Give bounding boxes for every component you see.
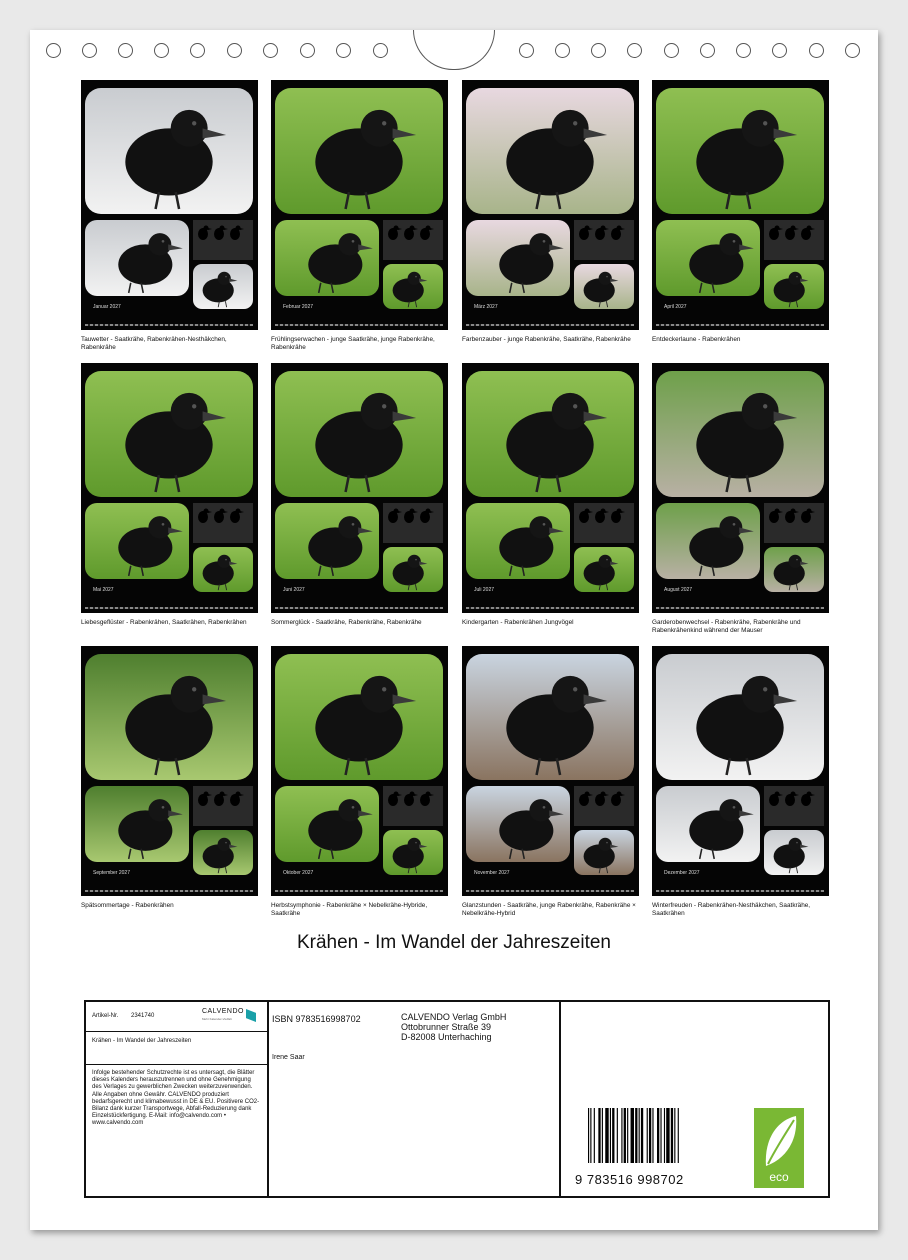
legal-text: Infolge bestehender Schutzrechte ist es untersagt, die Blätter dieses Kalenders herauszutrennen und ohne Genehmigung des Verlages zu gewerblichen Zwecken weiterzuverwenden. Alle Angaben ohne Gewähr. CALVENDO produziert bedarfsgerecht und klimabewusst in DE & EU. Positivere CO2-Bilanz dank kurzer Transportwege, Abfall-Reduzierung dank Einzelstückfertigung. E-Mail: info@calvendo.com • www.calvendo.com	[92, 1070, 260, 1127]
footer-left-column	[86, 1002, 269, 1196]
date-strip	[466, 890, 634, 892]
small-photo	[574, 264, 634, 309]
month-caption: Winterfreuden - Rabenkrähen-Nesthäkchen, Saatkrähe, Saatkrähen	[652, 902, 811, 917]
month-preview-8	[652, 363, 829, 634]
calendar-back-page	[30, 30, 878, 1230]
main-photo	[656, 88, 824, 214]
date-strip	[85, 607, 253, 609]
month-panel	[81, 363, 258, 613]
binding-hole	[736, 43, 751, 58]
month-label: April 2027	[664, 304, 687, 310]
month-panel	[462, 80, 639, 330]
month-caption: Glanzstunden - Saatkrähe, junge Rabenkrähe, Rabenkrähe × Nebelkrähe-Hybrid	[462, 902, 636, 917]
main-photo	[275, 654, 443, 780]
main-photo	[275, 371, 443, 497]
date-strip	[466, 324, 634, 326]
small-photo	[764, 547, 824, 592]
small-photo	[764, 264, 824, 309]
binding-hole	[700, 43, 715, 58]
crow-silhouette-icon	[574, 503, 634, 543]
date-strip	[656, 324, 824, 326]
info-footer	[84, 1000, 830, 1198]
article-label: Artikel-Nr.	[92, 1013, 119, 1019]
month-label: Dezember 2027	[664, 870, 700, 876]
small-photo	[85, 503, 189, 579]
month-preview-12	[652, 646, 829, 917]
main-photo	[275, 88, 443, 214]
binding-hole	[154, 43, 169, 58]
calvendo-logo: CALVENDO	[202, 1008, 244, 1015]
main-photo	[85, 88, 253, 214]
month-preview-9	[81, 646, 258, 910]
small-photo	[85, 220, 189, 296]
month-panel	[652, 80, 829, 330]
month-label: Februar 2027	[283, 304, 314, 310]
crow-silhouette-icon	[574, 786, 634, 826]
month-preview-10	[271, 646, 448, 917]
month-preview-7	[462, 363, 639, 627]
small-photo	[574, 830, 634, 875]
month-caption: Entdeckerlaune - Rabenkrähen	[652, 336, 741, 343]
footer-right-column	[561, 1002, 828, 1196]
binding-hole	[263, 43, 278, 58]
small-photo	[764, 830, 824, 875]
publisher-line: CALVENDO Verlag GmbH	[401, 1012, 507, 1022]
date-strip	[275, 607, 443, 609]
small-photo	[656, 786, 760, 862]
publisher-line: Ottobrunner Straße 39	[401, 1022, 492, 1032]
main-photo	[85, 654, 253, 780]
date-strip	[656, 607, 824, 609]
binding-hole	[46, 43, 61, 58]
binding-hole	[627, 43, 642, 58]
binding-hole	[118, 43, 133, 58]
month-label: August 2027	[664, 587, 693, 593]
month-panel	[81, 646, 258, 896]
crow-silhouette-icon	[193, 220, 253, 260]
month-panel	[652, 363, 829, 613]
month-panel	[462, 646, 639, 896]
author: Irene Saar	[272, 1054, 305, 1061]
article-number: 2341740	[131, 1013, 155, 1019]
month-panel	[462, 363, 639, 613]
binding-hole	[845, 43, 860, 58]
barcode	[588, 1108, 713, 1163]
small-photo	[656, 220, 760, 296]
month-caption: Garderobenwechsel - Rabenkrähe, Rabenkrähe und Rabenkrähenkind während der Mauser	[652, 619, 801, 634]
month-preview-3	[462, 80, 639, 344]
binding-hole	[336, 43, 351, 58]
month-panel	[271, 646, 448, 896]
date-strip	[275, 890, 443, 892]
month-preview-1	[81, 80, 258, 351]
main-photo	[85, 371, 253, 497]
month-preview-11	[462, 646, 639, 917]
month-caption: Herbstsymphonie - Rabenkrähe × Nebelkrähe-Hybride, Saatkrähe	[271, 902, 428, 917]
crow-silhouette-icon	[574, 220, 634, 260]
barcode-number: 9 783516 998702	[575, 1172, 684, 1187]
binding-hole	[772, 43, 787, 58]
eco-badge	[754, 1108, 804, 1188]
small-photo	[383, 264, 443, 309]
date-strip	[85, 890, 253, 892]
binding-hole	[591, 43, 606, 58]
month-panel	[81, 80, 258, 330]
month-label: September 2027	[93, 870, 130, 876]
publisher-address	[401, 1012, 506, 1042]
binding-hole	[373, 43, 388, 58]
small-photo	[193, 547, 253, 592]
month-label: Juli 2027	[474, 587, 495, 593]
month-label: Juni 2027	[283, 587, 305, 593]
footer-title: Krähen - Im Wandel der Jahreszeiten	[92, 1038, 192, 1044]
crow-silhouette-icon	[383, 786, 443, 826]
month-panel	[271, 363, 448, 613]
small-photo	[193, 830, 253, 875]
binding-hole	[555, 43, 570, 58]
calvendo-tagline: Mehr Kalender-Vielfalt	[202, 1017, 232, 1021]
small-photo	[466, 786, 570, 862]
crow-silhouette-icon	[764, 220, 824, 260]
main-photo	[656, 654, 824, 780]
main-photo	[656, 371, 824, 497]
calendar-title: Krähen - Im Wandel der Jahreszeiten	[296, 932, 611, 953]
main-photo	[466, 654, 634, 780]
date-strip	[466, 607, 634, 609]
small-photo	[383, 830, 443, 875]
crow-silhouette-icon	[193, 503, 253, 543]
main-photo	[466, 88, 634, 214]
month-caption: Spätsommertage - Rabenkrähen	[81, 902, 174, 909]
month-label: Oktober 2027	[283, 870, 314, 876]
month-preview-4	[652, 80, 829, 344]
month-preview-5	[81, 363, 258, 627]
month-caption: Liebesgeflüster - Rabenkrähen, Saatkrähen, Rabenkrähen	[81, 619, 247, 626]
month-label: Januar 2027	[93, 304, 121, 310]
footer-title-row	[86, 1031, 267, 1065]
crow-silhouette-icon	[764, 786, 824, 826]
month-panel	[271, 80, 448, 330]
crow-silhouette-icon	[764, 503, 824, 543]
date-strip	[85, 324, 253, 326]
month-preview-6	[271, 363, 448, 627]
small-photo	[466, 220, 570, 296]
month-caption: Kindergarten - Rabenkrähen Jungvögel	[462, 619, 574, 626]
month-caption: Sommerglück - Saatkrähe, Rabenkrähe, Rabenkrähe	[271, 619, 422, 626]
crow-silhouette-icon	[193, 786, 253, 826]
month-label: März 2027	[474, 304, 498, 310]
isbn: ISBN 9783516998702	[272, 1014, 361, 1024]
month-caption: Tauwetter - Saatkrähe, Rabenkrähen-Nesthäkchen, Rabenkrähe	[81, 336, 227, 351]
month-caption: Frühlingserwachen - junge Saatkrähe, junge Rabenkrähe, Rabenkrähe	[271, 336, 435, 351]
binding-hole	[519, 43, 534, 58]
month-caption: Farbenzauber - junge Rabenkrähe, Saatkrähe, Rabenkrähe	[462, 336, 631, 343]
crow-silhouette-icon	[383, 503, 443, 543]
month-label: Mai 2027	[93, 587, 114, 593]
calvendo-mark-icon	[246, 1009, 256, 1022]
month-panel	[652, 646, 829, 896]
footer-middle-column	[269, 1002, 561, 1196]
small-photo	[383, 547, 443, 592]
small-photo	[275, 220, 379, 296]
binding-hole	[809, 43, 824, 58]
small-photo	[193, 264, 253, 309]
date-strip	[275, 324, 443, 326]
publisher-line: D-82008 Unterhaching	[401, 1032, 492, 1042]
binding-hole	[190, 43, 205, 58]
binding-hole	[300, 43, 315, 58]
date-strip	[656, 890, 824, 892]
binding-hole	[227, 43, 242, 58]
small-photo	[85, 786, 189, 862]
small-photo	[656, 503, 760, 579]
binding-hole	[664, 43, 679, 58]
month-preview-2	[271, 80, 448, 351]
article-row	[86, 1002, 267, 1032]
eco-label: eco	[769, 1170, 789, 1184]
binding-hole	[82, 43, 97, 58]
small-photo	[574, 547, 634, 592]
crow-silhouette-icon	[383, 220, 443, 260]
month-label: November 2027	[474, 870, 510, 876]
small-photo	[275, 786, 379, 862]
small-photo	[275, 503, 379, 579]
small-photo	[466, 503, 570, 579]
main-photo	[466, 371, 634, 497]
